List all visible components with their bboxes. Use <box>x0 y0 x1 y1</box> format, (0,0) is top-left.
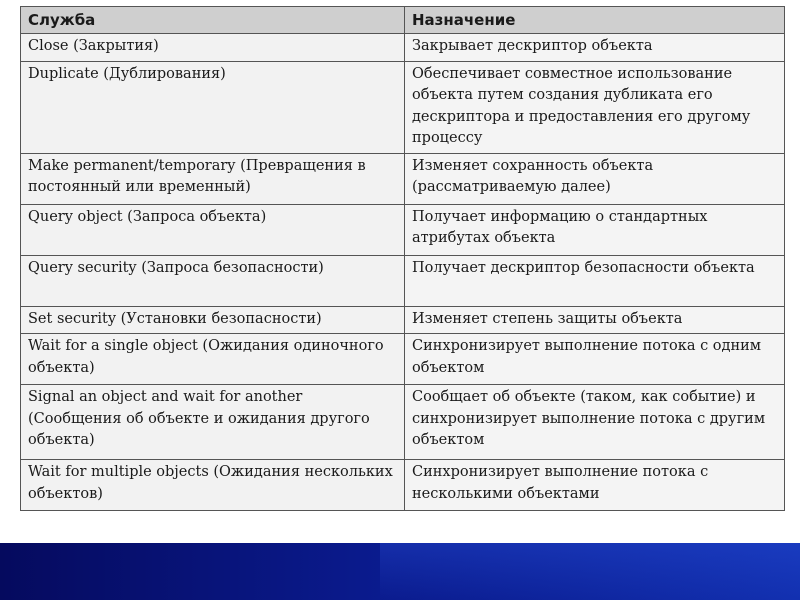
service-cell: Set security (Установки безопасности) <box>21 306 405 334</box>
table-row <box>21 34 785 62</box>
table-row <box>21 385 785 460</box>
table-header-row <box>21 7 785 34</box>
footer-band-glow <box>380 543 800 600</box>
service-cell: Wait for multiple objects (Ожидания нескольких объектов) <box>21 460 405 511</box>
slide-footer-band <box>0 543 800 600</box>
table-row <box>21 460 785 511</box>
purpose-cell: Закрывает дескриптор объекта <box>405 34 785 62</box>
services-table-container <box>20 6 784 511</box>
purpose-cell: Изменяет сохранность объекта (рассматриваемую далее) <box>405 153 785 204</box>
purpose-cell: Обеспечивает совместное использование объекта путем создания дубликата его дескриптора и предоставления его другому процессу <box>405 61 785 153</box>
service-cell: Wait for a single object (Ожидания одиночного объекта) <box>21 334 405 385</box>
table-row <box>21 61 785 153</box>
purpose-cell: Синхронизирует выполнение потока с несколькими объектами <box>405 460 785 511</box>
purpose-cell: Получает информацию о стандартных атрибутах объекта <box>405 204 785 255</box>
service-cell: Close (Закрытия) <box>21 34 405 62</box>
purpose-cell: Сообщает об объекте (таком, как событие) и синхронизирует выполнение потока с другим объектом <box>405 385 785 460</box>
service-cell: Duplicate (Дублирования) <box>21 61 405 153</box>
purpose-cell: Изменяет степень защиты объекта <box>405 306 785 334</box>
purpose-cell: Синхронизирует выполнение потока с одним объектом <box>405 334 785 385</box>
service-cell: Signal an object and wait for another (Сообщения об объекте и ожидания другого объекта) <box>21 385 405 460</box>
table-row <box>21 204 785 255</box>
column-header-service: Служба <box>21 7 405 34</box>
purpose-cell: Получает дескриптор безопасности объекта <box>405 255 785 306</box>
service-cell: Query object (Запроса объекта) <box>21 204 405 255</box>
table-row <box>21 334 785 385</box>
column-header-purpose: Назначение <box>405 7 785 34</box>
object-services-table <box>20 6 785 511</box>
service-cell: Make permanent/temporary (Превращения в постоянный или временный) <box>21 153 405 204</box>
table-row <box>21 153 785 204</box>
service-cell: Query security (Запроса безопасности) <box>21 255 405 306</box>
table-row <box>21 255 785 306</box>
table-row <box>21 306 785 334</box>
